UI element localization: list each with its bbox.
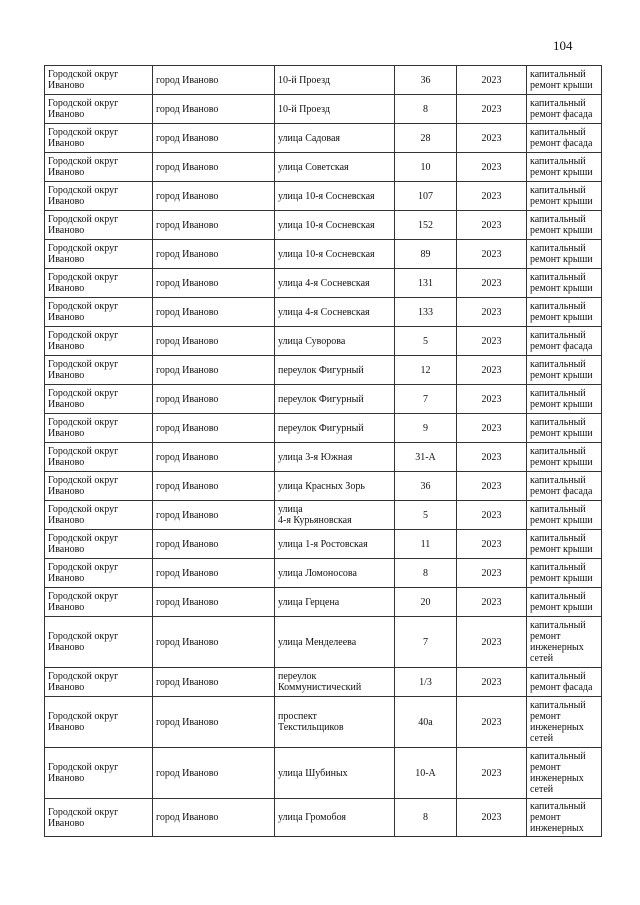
table-row [45, 530, 602, 559]
house-number-cell: 12 [395, 356, 457, 385]
municipal-district-cell: Городской округ Иваново [45, 559, 153, 588]
house-number-cell: 131 [395, 269, 457, 298]
work-type-cell: капитальный ремонт инженерных сетей [527, 748, 602, 799]
city-cell: город Иваново [153, 211, 275, 240]
municipal-district-cell: Городской округ Иваново [45, 799, 153, 837]
year-cell: 2023 [457, 559, 527, 588]
municipal-district-cell: Городской округ Иваново [45, 153, 153, 182]
city-cell: город Иваново [153, 472, 275, 501]
work-type-cell: капитальный ремонт крыши [527, 240, 602, 269]
year-cell: 2023 [457, 443, 527, 472]
street-cell: улица 4-я Сосневская [275, 298, 395, 327]
street-cell: 10-й Проезд [275, 66, 395, 95]
work-type-cell: капитальный ремонт фасада [527, 95, 602, 124]
work-type-cell: капитальный ремонт крыши [527, 269, 602, 298]
work-type-cell: капитальный ремонт инженерных сетей [527, 697, 602, 748]
table-row [45, 298, 602, 327]
year-cell: 2023 [457, 385, 527, 414]
house-number-cell: 40а [395, 697, 457, 748]
year-cell: 2023 [457, 66, 527, 95]
municipal-district-cell: Городской округ Иваново [45, 298, 153, 327]
street-cell: переулок Коммунистический [275, 668, 395, 697]
year-cell: 2023 [457, 124, 527, 153]
house-number-cell: 107 [395, 182, 457, 211]
street-cell: улица 10-я Сосневская [275, 211, 395, 240]
house-number-cell: 7 [395, 385, 457, 414]
city-cell: город Иваново [153, 799, 275, 837]
city-cell: город Иваново [153, 182, 275, 211]
city-cell: город Иваново [153, 443, 275, 472]
city-cell: город Иваново [153, 66, 275, 95]
house-number-cell: 10 [395, 153, 457, 182]
house-number-cell: 28 [395, 124, 457, 153]
year-cell: 2023 [457, 182, 527, 211]
work-type-cell: капитальный ремонт крыши [527, 530, 602, 559]
work-type-cell: капитальный ремонт крыши [527, 211, 602, 240]
municipal-district-cell: Городской округ Иваново [45, 588, 153, 617]
municipal-district-cell: Городской округ Иваново [45, 269, 153, 298]
year-cell: 2023 [457, 530, 527, 559]
house-number-cell: 5 [395, 501, 457, 530]
year-cell: 2023 [457, 799, 527, 837]
house-number-cell: 8 [395, 95, 457, 124]
city-cell: город Иваново [153, 414, 275, 443]
year-cell: 2023 [457, 298, 527, 327]
year-cell: 2023 [457, 414, 527, 443]
year-cell: 2023 [457, 472, 527, 501]
street-cell: проспект Текстильщиков [275, 697, 395, 748]
city-cell: город Иваново [153, 124, 275, 153]
house-number-cell: 89 [395, 240, 457, 269]
municipal-district-cell: Городской округ Иваново [45, 443, 153, 472]
street-cell: улица Ломоносова [275, 559, 395, 588]
street-cell: улица Менделеева [275, 617, 395, 668]
table-row [45, 385, 602, 414]
municipal-district-cell: Городской округ Иваново [45, 472, 153, 501]
table-row [45, 124, 602, 153]
table-body [45, 66, 602, 837]
municipal-district-cell: Городской округ Иваново [45, 414, 153, 443]
repair-registry-table [44, 65, 602, 837]
house-number-cell: 31-А [395, 443, 457, 472]
city-cell: город Иваново [153, 95, 275, 124]
year-cell: 2023 [457, 617, 527, 668]
city-cell: город Иваново [153, 530, 275, 559]
city-cell: город Иваново [153, 356, 275, 385]
street-cell: улица Шубиных [275, 748, 395, 799]
house-number-cell: 8 [395, 559, 457, 588]
house-number-cell: 8 [395, 799, 457, 837]
year-cell: 2023 [457, 748, 527, 799]
year-cell: 2023 [457, 327, 527, 356]
street-cell: улица 10-я Сосневская [275, 182, 395, 211]
year-cell: 2023 [457, 153, 527, 182]
work-type-cell: капитальный ремонт крыши [527, 588, 602, 617]
municipal-district-cell: Городской округ Иваново [45, 501, 153, 530]
municipal-district-cell: Городской округ Иваново [45, 385, 153, 414]
municipal-district-cell: Городской округ Иваново [45, 668, 153, 697]
municipal-district-cell: Городской округ Иваново [45, 697, 153, 748]
city-cell: город Иваново [153, 298, 275, 327]
year-cell: 2023 [457, 668, 527, 697]
street-cell: улица 4-я Сосневская [275, 269, 395, 298]
table-row [45, 559, 602, 588]
street-cell: улица 4-я Курьяновская [275, 501, 395, 530]
table-row [45, 617, 602, 668]
municipal-district-cell: Городской округ Иваново [45, 617, 153, 668]
work-type-cell: капитальный ремонт крыши [527, 414, 602, 443]
municipal-district-cell: Городской округ Иваново [45, 124, 153, 153]
work-type-cell: капитальный ремонт крыши [527, 182, 602, 211]
city-cell: город Иваново [153, 559, 275, 588]
work-type-cell: капитальный ремонт крыши [527, 443, 602, 472]
table-row [45, 327, 602, 356]
street-cell: улица Красных Зорь [275, 472, 395, 501]
table-row [45, 269, 602, 298]
table-row [45, 66, 602, 95]
house-number-cell: 36 [395, 472, 457, 501]
work-type-cell: капитальный ремонт крыши [527, 153, 602, 182]
street-cell: улица 3-я Южная [275, 443, 395, 472]
table-row [45, 211, 602, 240]
year-cell: 2023 [457, 697, 527, 748]
table-row [45, 588, 602, 617]
municipal-district-cell: Городской округ Иваново [45, 182, 153, 211]
street-cell: улица Садовая [275, 124, 395, 153]
work-type-cell: капитальный ремонт инженерных сетей [527, 617, 602, 668]
house-number-cell: 36 [395, 66, 457, 95]
year-cell: 2023 [457, 588, 527, 617]
table-row [45, 356, 602, 385]
house-number-cell: 1/3 [395, 668, 457, 697]
city-cell: город Иваново [153, 385, 275, 414]
table-row [45, 95, 602, 124]
street-cell: переулок Фигурный [275, 414, 395, 443]
table-row [45, 153, 602, 182]
page-number: 104 [553, 38, 573, 53]
street-cell: улица Суворова [275, 327, 395, 356]
year-cell: 2023 [457, 95, 527, 124]
work-type-cell: капитальный ремонт фасада [527, 327, 602, 356]
table-row [45, 240, 602, 269]
table-row [45, 697, 602, 748]
year-cell: 2023 [457, 269, 527, 298]
city-cell: город Иваново [153, 153, 275, 182]
work-type-cell: капитальный ремонт инженерных [527, 799, 602, 837]
work-type-cell: капитальный ремонт крыши [527, 501, 602, 530]
municipal-district-cell: Городской округ Иваново [45, 211, 153, 240]
work-type-cell: капитальный ремонт крыши [527, 298, 602, 327]
work-type-cell: капитальный ремонт крыши [527, 385, 602, 414]
house-number-cell: 133 [395, 298, 457, 327]
city-cell: город Иваново [153, 617, 275, 668]
work-type-cell: капитальный ремонт фасада [527, 472, 602, 501]
table-row [45, 414, 602, 443]
work-type-cell: капитальный ремонт крыши [527, 66, 602, 95]
house-number-cell: 152 [395, 211, 457, 240]
municipal-district-cell: Городской округ Иваново [45, 530, 153, 559]
street-cell: переулок Фигурный [275, 385, 395, 414]
street-cell: улица 1-я Ростовская [275, 530, 395, 559]
year-cell: 2023 [457, 356, 527, 385]
year-cell: 2023 [457, 211, 527, 240]
municipal-district-cell: Городской округ Иваново [45, 66, 153, 95]
house-number-cell: 11 [395, 530, 457, 559]
street-cell: 10-й Проезд [275, 95, 395, 124]
city-cell: город Иваново [153, 501, 275, 530]
street-cell: улица 10-я Сосневская [275, 240, 395, 269]
street-cell: улица Громобоя [275, 799, 395, 837]
work-type-cell: капитальный ремонт крыши [527, 559, 602, 588]
house-number-cell: 9 [395, 414, 457, 443]
table-row [45, 799, 602, 837]
city-cell: город Иваново [153, 748, 275, 799]
city-cell: город Иваново [153, 269, 275, 298]
city-cell: город Иваново [153, 327, 275, 356]
street-cell: улица Герцена [275, 588, 395, 617]
house-number-cell: 7 [395, 617, 457, 668]
table-row [45, 501, 602, 530]
table-row [45, 472, 602, 501]
municipal-district-cell: Городской округ Иваново [45, 240, 153, 269]
city-cell: город Иваново [153, 588, 275, 617]
table-row [45, 748, 602, 799]
year-cell: 2023 [457, 240, 527, 269]
municipal-district-cell: Городской округ Иваново [45, 356, 153, 385]
year-cell: 2023 [457, 501, 527, 530]
table-row [45, 668, 602, 697]
table-row [45, 443, 602, 472]
street-cell: улица Советская [275, 153, 395, 182]
house-number-cell: 5 [395, 327, 457, 356]
house-number-cell: 20 [395, 588, 457, 617]
municipal-district-cell: Городской округ Иваново [45, 748, 153, 799]
city-cell: город Иваново [153, 240, 275, 269]
city-cell: город Иваново [153, 697, 275, 748]
municipal-district-cell: Городской округ Иваново [45, 327, 153, 356]
work-type-cell: капитальный ремонт фасада [527, 124, 602, 153]
street-cell: переулок Фигурный [275, 356, 395, 385]
table-row [45, 182, 602, 211]
city-cell: город Иваново [153, 668, 275, 697]
work-type-cell: капитальный ремонт крыши [527, 356, 602, 385]
house-number-cell: 10-А [395, 748, 457, 799]
work-type-cell: капитальный ремонт фасада [527, 668, 602, 697]
municipal-district-cell: Городской округ Иваново [45, 95, 153, 124]
